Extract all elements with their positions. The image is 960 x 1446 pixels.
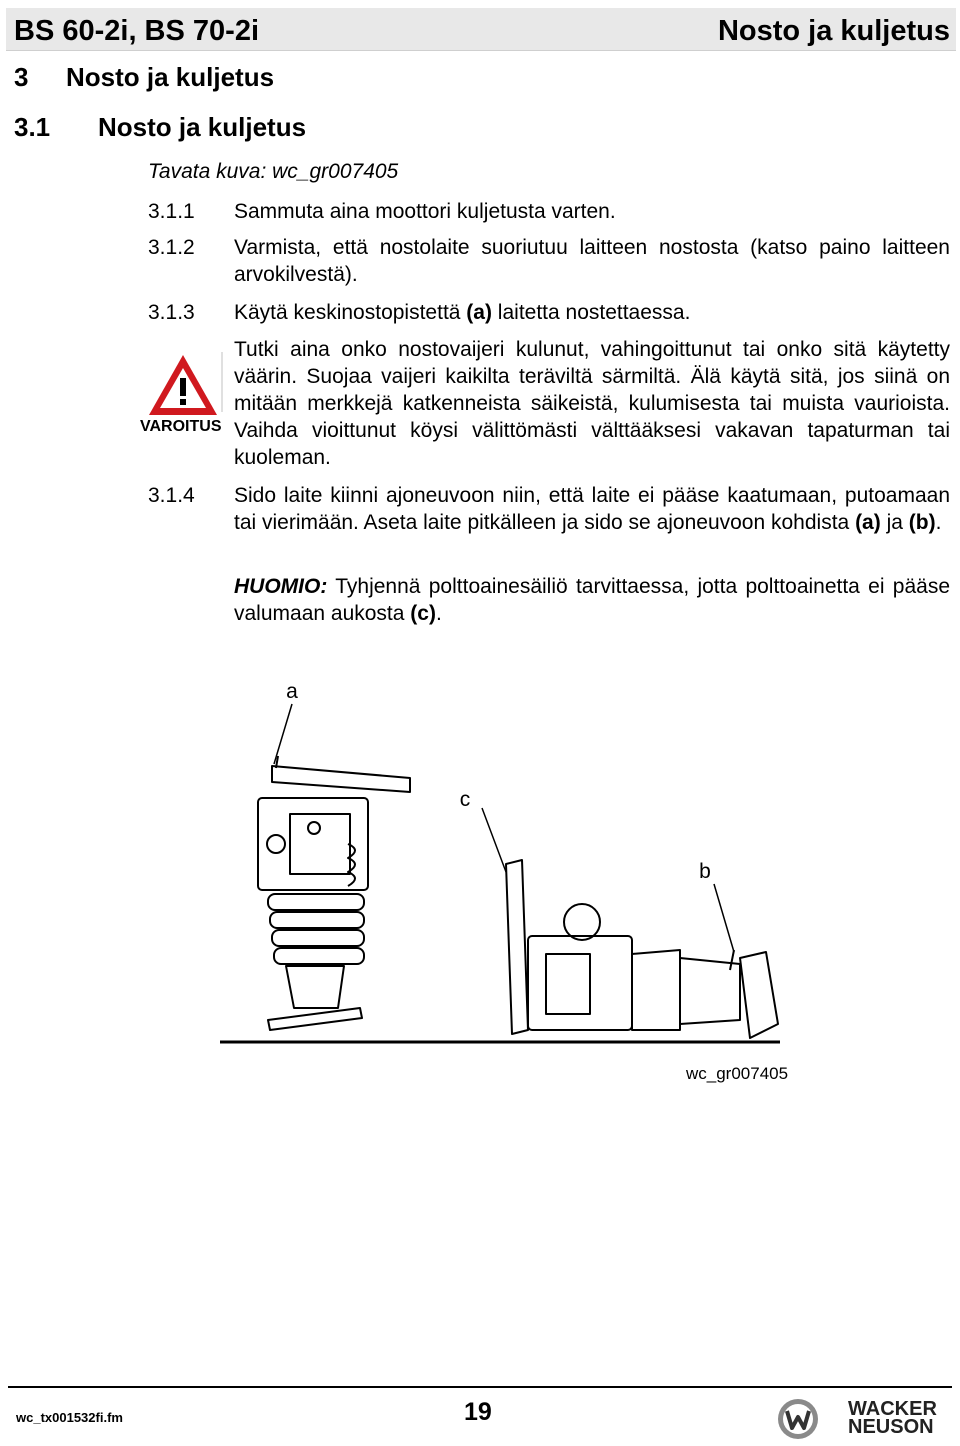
step-text-part: laitetta nostettaessa. (491, 301, 691, 324)
callout-ref-a: (a) (855, 511, 881, 534)
step-number: 3.1.4 (148, 484, 195, 507)
section-title: Nosto ja kuljetus (717, 15, 950, 47)
step-number: 3.1.2 (148, 236, 195, 259)
section-number: 3.1 (14, 112, 51, 142)
footer-filename: wc_tx001532fi.fm (16, 1410, 123, 1425)
step-text-part: Käytä keskinostopistettä (234, 301, 467, 324)
warning-text: Tutki aina onko nostovaijeri kulunut, vahingoittunut tai onko sitä käytetty väärin. Suojaa vaijeri kaikilta teräviltä särmiltä. Älä käytä sitä, jos siinä on mitään merkkejä katkenneista säikeistä, kulumisesta tai muista vaurioista. Vaihda vioittunut köysi välittömästi välttääksesi vakavan tapaturman tai kuoleman. (234, 338, 950, 469)
callout-b: b (699, 860, 711, 883)
brand-line-1: WACKER (848, 1398, 937, 1420)
note-text: Tyhjennä polttoainesäiliö tarvittaessa, jotta polttoainetta ei pääse valumaan aukosta (234, 575, 950, 625)
chapter-title: Nosto ja kuljetus (66, 62, 275, 92)
note-text-end: . (435, 602, 442, 625)
warning-divider (221, 352, 223, 412)
rammer-lifting-illustration (210, 668, 810, 1068)
footer-rule (8, 1386, 952, 1388)
callout-a: a (286, 680, 298, 703)
step-text-part: ja (880, 511, 909, 534)
chapter-number: 3 (14, 62, 29, 92)
brand-logo-text (848, 1400, 937, 1436)
warning-label: VAROITUS (140, 418, 222, 435)
note-paragraph (234, 573, 950, 627)
figure-reference: Tavata kuva: wc_gr007405 (148, 160, 399, 183)
step-number: 3.1.3 (148, 301, 195, 324)
brand-line-2: NEUSON (848, 1416, 934, 1438)
callout-ref-c: (c) (410, 602, 436, 625)
step-text-part: Sido laite kiinni ajoneuvoon niin, että laite ei pääse kaatumaan, putoamaan tai vierimään. Aseta laite pitkälleen ja sido se ajoneuvoon kohdista (234, 484, 950, 534)
lying-rammer (506, 860, 778, 1038)
step-text: Sammuta aina moottori kuljetusta varten. (234, 200, 616, 223)
page-number: 19 (464, 1398, 492, 1426)
step-text-part: . (935, 511, 942, 534)
figure-code: wc_gr007405 (686, 1064, 789, 1083)
callout-ref-b: (b) (908, 511, 936, 534)
wacker-neuson-logo-icon (776, 1397, 820, 1441)
leader-b (714, 884, 734, 952)
section-heading (14, 112, 306, 143)
upright-rammer (258, 756, 410, 1030)
callout-c: c (459, 788, 471, 811)
step-text (234, 299, 950, 326)
leader-c (482, 808, 506, 872)
model-title: BS 60-2i, BS 70-2i (14, 15, 259, 47)
step-text (234, 482, 950, 536)
step-text: Varmista, että nostolaite suoriutuu laitteen nostosta (katso paino laitteen arvokilvestä). (234, 236, 950, 286)
warning-triangle-icon (147, 352, 219, 418)
callout-ref-a: (a) (466, 301, 492, 324)
page-header (6, 8, 956, 51)
chapter-heading (14, 62, 274, 93)
section-heading-title: Nosto ja kuljetus (98, 112, 307, 142)
step-number: 3.1.1 (148, 200, 195, 223)
lift-leader-a (274, 704, 292, 764)
note-label: HUOMIO: (234, 575, 328, 598)
